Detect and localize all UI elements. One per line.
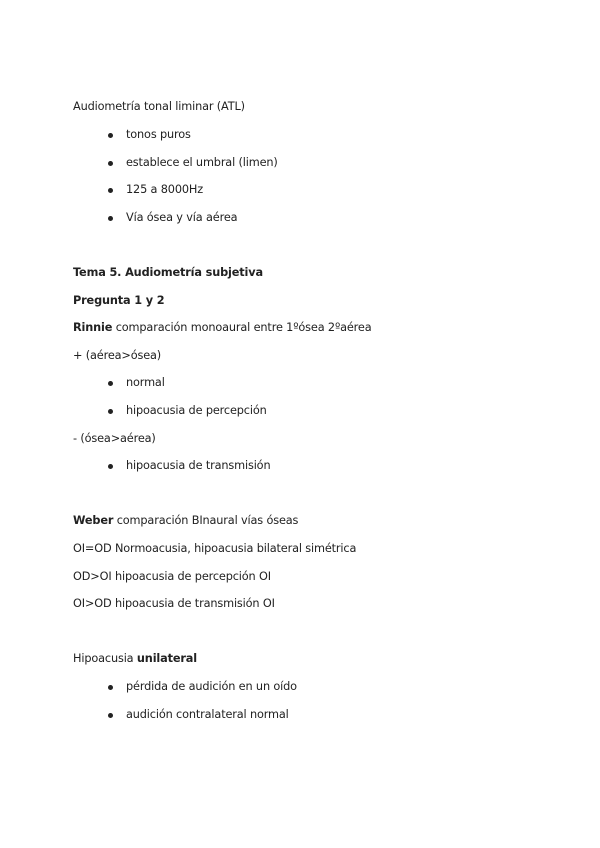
hipoacusia-heading: Hipoacusia unilateral: [73, 652, 197, 665]
rinnie-negative: - (ósea>aérea): [73, 432, 156, 445]
weber-line-2: OD>OI hipoacusia de percepción OI: [73, 570, 271, 583]
bullet-icon: [108, 713, 113, 718]
question-label: Pregunta 1 y 2: [73, 294, 165, 307]
bullet-icon: [108, 685, 113, 690]
bullet-icon: [108, 161, 113, 166]
bullet-icon: [108, 381, 113, 386]
bullet-icon: [108, 409, 113, 414]
bullet-icon: [108, 188, 113, 193]
rinnie-line: Rinnie comparación monoaural entre 1ºósea 2ºaérea: [73, 321, 372, 334]
section-title: Tema 5. Audiometría subjetiva: [73, 266, 263, 279]
rinnie-positive: + (aérea>ósea): [73, 349, 162, 362]
weber-line: Weber comparación BInaural vías óseas: [73, 514, 299, 527]
bullet-icon: [108, 216, 113, 221]
weber-line-1: OI=OD Normoacusia, hipoacusia bilateral simétrica: [73, 542, 357, 555]
bullet-icon: [108, 133, 113, 138]
atl-heading: Audiometría tonal liminar (ATL): [73, 100, 245, 113]
bullet-icon: [108, 464, 113, 469]
weber-line-3: OI>OD hipoacusia de transmisión OI: [73, 597, 275, 610]
document-page: Audiometría tonal liminar (ATL) tonos puros establece el umbral (limen) 125 a 8000Hz Vía ósea y vía aérea Tema 5. Audiometría subjetiva Pregunta 1 y 2 Rinnie comparación monoaural entre 1ºósea 2ºaérea + (aérea>ósea) normal hipoacusia de percepción - (ósea>aérea) hipoacusia de transmisión Weber comparación BInaural vías óseas OI=OD Normoacusia, hipoacusia bilateral simétrica OD>OI hipoacusia de percepción OI OI>OD hipoacusia de transmisión OI Hipoacusia unilateral pérdida de audición en un oído audición contralateral normal: [73, 100, 372, 721]
